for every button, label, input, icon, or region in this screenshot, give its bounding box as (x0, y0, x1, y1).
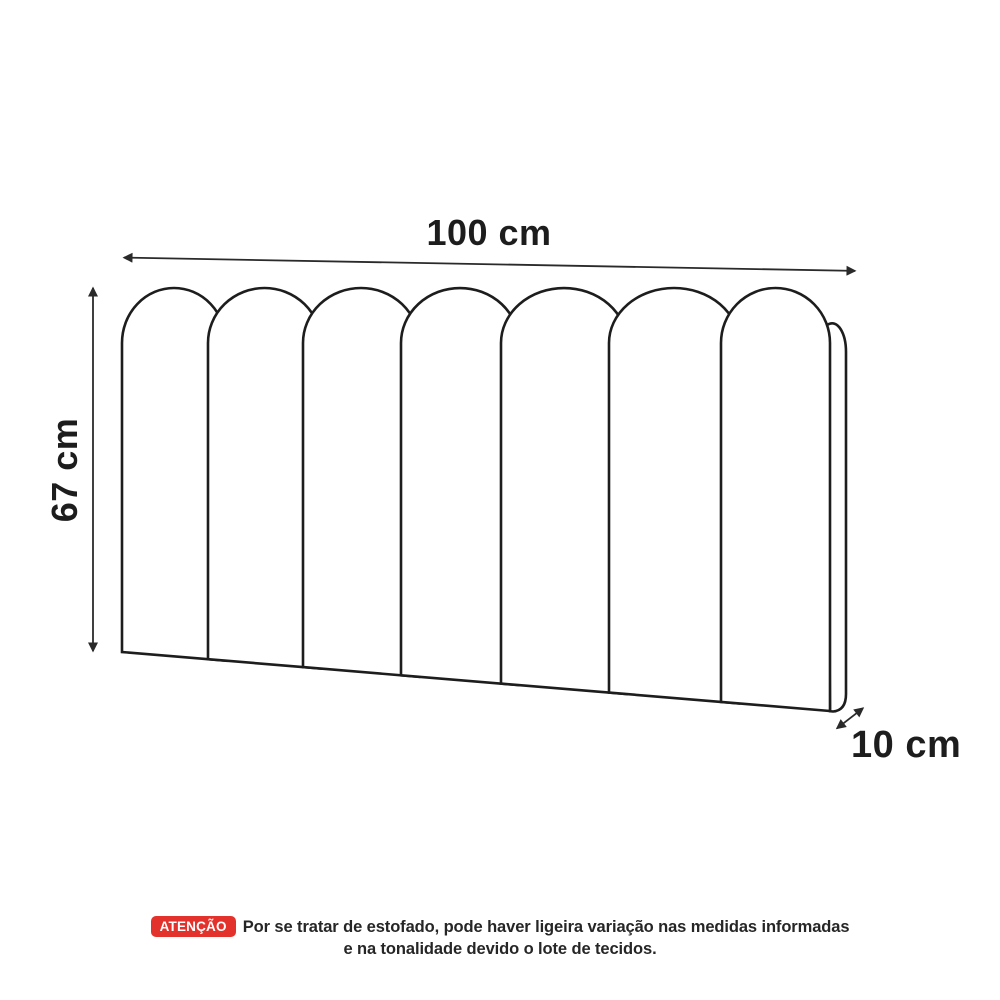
headboard-outline (122, 288, 846, 712)
height-dimension-label: 67 cm (44, 417, 85, 523)
depth-dimension-label: 10 cm (851, 724, 962, 766)
width-dimension-arrow (124, 258, 855, 271)
warning-line-2: e na tonalidade devido o lote de tecidos. (343, 940, 657, 958)
warning-line-1 (0, 916, 1000, 938)
warning-badge: ATENÇÃO (151, 916, 236, 937)
width-dimension-label: 100 cm (426, 212, 552, 253)
headboard-panel-7 (721, 288, 830, 711)
warning-note (0, 916, 1000, 960)
headboard-panel-6 (609, 288, 739, 703)
warning-line1-text: Por se tratar de estofado, pode haver ligeira variação nas medidas informadas (242, 918, 850, 936)
